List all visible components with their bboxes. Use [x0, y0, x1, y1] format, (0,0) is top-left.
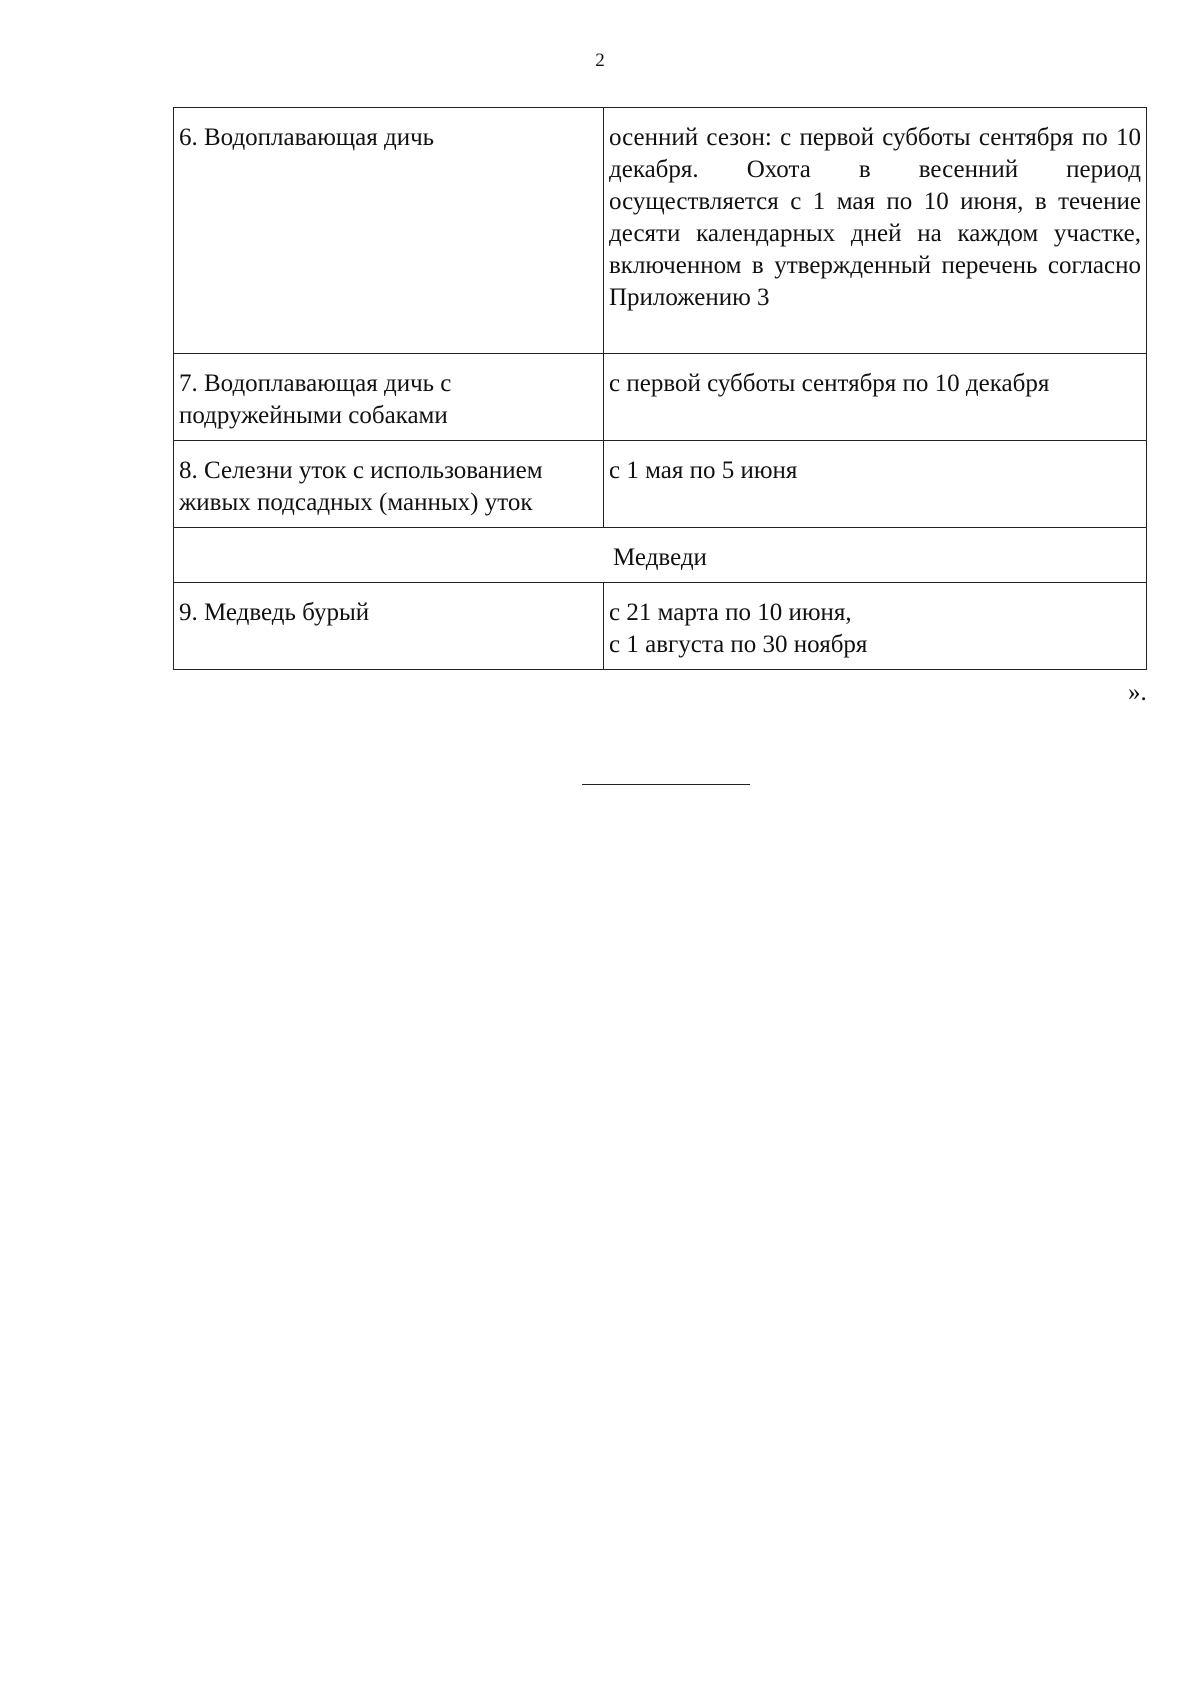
species-line: 8. Селезни уток с использованием [179, 457, 543, 484]
species-line: 7. Водоплавающая дичь с [179, 370, 452, 397]
table-row [174, 441, 1147, 528]
species-cell: 6. Водоплавающая дичь [174, 108, 604, 354]
hunting-season-table [173, 107, 1147, 670]
page-number: 2 [595, 50, 605, 71]
species-line: живых подсадных (манных) уток [179, 489, 533, 516]
period-cell: с первой субботы сентября по 10 декабря [604, 354, 1147, 441]
species-cell [174, 354, 604, 441]
period-cell [604, 583, 1147, 670]
table-row [174, 108, 1147, 354]
table-row [174, 354, 1147, 441]
species-cell: 9. Медведь бурый [174, 583, 604, 670]
period-cell: с 1 мая по 5 июня [604, 441, 1147, 528]
period-line: с 21 марта по 10 июня, [609, 599, 852, 626]
species-cell [174, 441, 604, 528]
period-cell: осенний сезон: с первой субботы сентября по 10 декабря. Охота в весенний период осуществляется с 1 мая по 10 июня, в течение десяти календарных дней на каждом участке, включенном в утвержденный перечень согласно Приложению 3 [604, 108, 1147, 354]
table-row [174, 583, 1147, 670]
species-line: подружейными собаками [179, 402, 448, 429]
section-title: Медведи [174, 528, 1147, 583]
end-divider [582, 784, 750, 785]
table-section-row [174, 528, 1147, 583]
closing-quote: ». [1128, 679, 1147, 706]
period-line: с 1 августа по 30 ноября [609, 631, 868, 658]
